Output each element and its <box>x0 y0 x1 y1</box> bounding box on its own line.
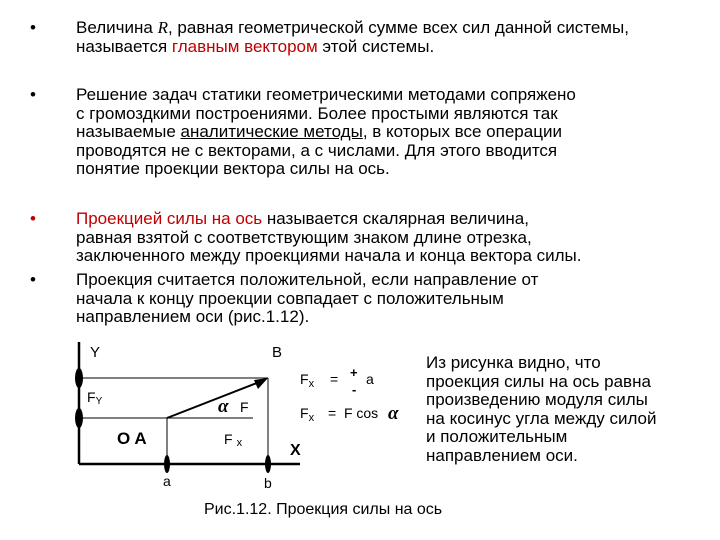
eq1-equals: = <box>330 371 339 387</box>
text-line <box>76 210 716 229</box>
label-fy: FY <box>87 389 103 407</box>
label-b-lower: b <box>264 475 272 491</box>
text-line: понятие проекции вектора силы на ось. <box>76 159 390 178</box>
label-b: B <box>272 344 283 361</box>
force-arrowhead <box>254 378 268 389</box>
bullet-marker: • <box>30 18 36 37</box>
equation-cos <box>300 403 399 424</box>
eq2-rhs: = F cos <box>328 405 379 421</box>
text-fragment: , равная геометрической сумме всех сил данной системы, называется <box>76 18 629 56</box>
vector-symbol: R <box>157 18 168 37</box>
text-line <box>76 123 716 142</box>
label-fx: F x <box>224 431 243 449</box>
text-line: направлением оси (рис.1.12). <box>76 307 310 326</box>
note-line: на косинус угла между силой <box>426 408 657 428</box>
eq1-minus: - <box>352 382 357 397</box>
label-x-axis: X <box>290 442 301 459</box>
equation-sign <box>300 365 374 397</box>
label-f: F <box>240 399 249 415</box>
term-analytic-methods: аналитические методы <box>180 122 363 141</box>
text-line: заключенного между проекциями начала и конца вектора силы. <box>76 246 582 265</box>
term-main-vector: главным вектором <box>171 36 318 56</box>
text-line: равная взятой с соответствующим знаком длине отрезка, <box>76 227 532 247</box>
text-line: с громоздкими построениями. Более простыми являются так <box>76 103 558 123</box>
label-a: a <box>163 473 171 489</box>
eq1-plus: + <box>350 365 358 380</box>
label-y: Y <box>90 344 101 361</box>
bullet-marker: • <box>30 85 36 104</box>
eq1-f: $F_x$ <box>300 371 315 390</box>
label-alpha: α <box>218 396 229 417</box>
bullet-marker: • <box>30 270 36 289</box>
bullet-text <box>76 19 716 56</box>
side-note <box>426 354 716 465</box>
text-fragment: Величина <box>76 18 158 37</box>
bullet-text <box>76 86 716 179</box>
text-fragment: , в которых все операции <box>362 122 562 141</box>
bullet-marker: • <box>30 209 36 228</box>
text-line: Решение задач статики геометрическими методами сопряжено <box>76 85 576 104</box>
term-projection: Проекцией силы на ось <box>76 209 263 228</box>
eq2-alpha: α <box>388 403 399 424</box>
bullet-text <box>76 271 716 327</box>
note-line: проекция силы на ось равна <box>426 371 651 391</box>
label-origin: O A <box>117 429 147 448</box>
note-line: Из рисунка видно, что <box>426 353 601 372</box>
eq2-f: $F_x$ <box>300 405 315 424</box>
text-fragment: называется скалярная величина, <box>262 209 529 228</box>
text-line: Проекция считается положительной, если направление от <box>76 270 539 289</box>
text-line: проводятся не с векторами, а с числами. Для этого вводится <box>76 140 558 160</box>
note-line: направлением оси. <box>426 445 578 465</box>
note-line: произведению модуля силы <box>426 390 648 409</box>
note-line: и положительным <box>426 427 568 446</box>
eq1-a: a <box>366 371 374 387</box>
bullet-text <box>76 210 716 266</box>
text-fragment: этой системы. <box>317 36 435 56</box>
text-fragment: называемые <box>76 122 181 141</box>
figure-caption: Рис.1.12. Проекция силы на ось <box>204 501 443 518</box>
text-line: начала к концу проекции совпадает с положительным <box>76 288 504 308</box>
